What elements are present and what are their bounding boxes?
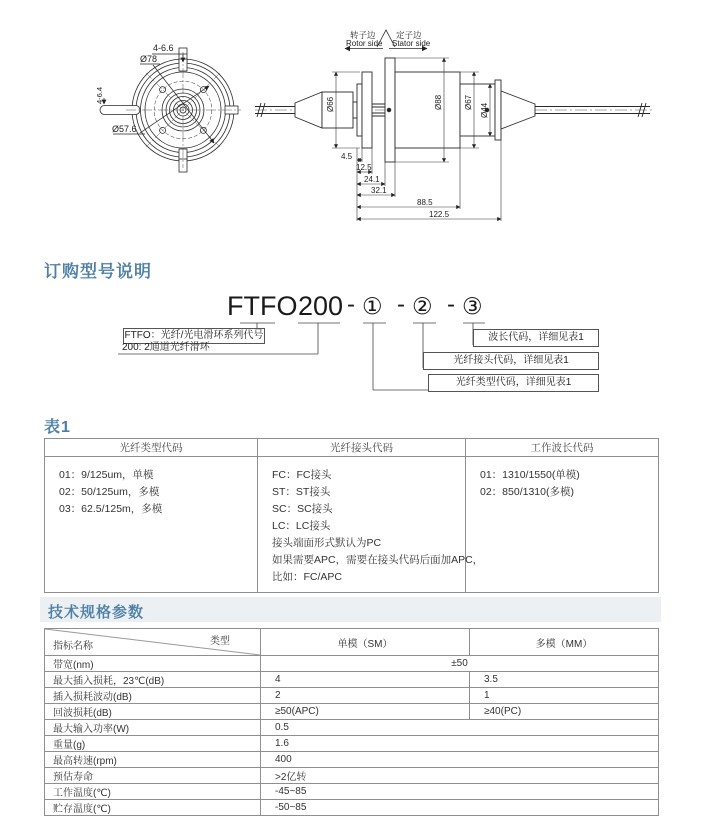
spec-row-label: 最高转速(rpm) (45, 752, 261, 768)
specs-table (44, 628, 659, 816)
spec-row-label: 插入损耗波动(dB) (45, 688, 261, 704)
fiber-type-item: 01：9/125um，单模 (59, 469, 154, 481)
callout-fiber-type-code (428, 374, 599, 392)
specs-header-sm: 单模（SM） (261, 629, 470, 656)
table1 (44, 438, 659, 593)
wavelength-item: 02：850/1310(多模) (480, 486, 574, 498)
dim-12-5: 12.5 (356, 163, 372, 172)
spec-row-sm-value: ≥50(APC) (261, 704, 470, 720)
spec-row-label: 贮存温度(℃) (45, 800, 261, 816)
dim-122-5: 122.5 (429, 210, 450, 219)
fiber-type-item: 02：50/125um，多模 (59, 486, 160, 498)
stator-side-label-cn: 定子边 (396, 30, 422, 40)
spec-row-label: 回波损耗(dB) (45, 704, 261, 720)
spec-row-value: -50~85 (261, 800, 659, 816)
spec-row-label: 工作温度(℃) (45, 784, 261, 800)
spec-row-mm-value: ≥40(PC) (470, 704, 659, 720)
table1-connector-cell (258, 457, 484, 593)
spec-row-value: 0.5 (261, 720, 659, 736)
specs-header-mm: 多模（MM） (470, 629, 659, 656)
table1-header-fiber-type: 光纤类型代码 (45, 439, 258, 457)
table1-title: 表1 (44, 419, 71, 436)
rotor-side-label-en: Rotor side (346, 39, 383, 48)
callout-connector-code (423, 352, 599, 370)
side-view-drawing (250, 28, 658, 228)
specs-section-title: 技术规格参数 (48, 604, 145, 621)
dim-32-1: 32.1 (371, 186, 387, 195)
front-view-drawing (90, 30, 262, 192)
front-dim-holes: 4-6.6 (153, 43, 174, 53)
table1-header-wavelength: 工作波长代码 (466, 439, 659, 457)
front-dim-key: 4-6.4 (95, 86, 104, 104)
connector-item: 接头端面形式默认为PC (272, 537, 382, 549)
dim-4-5: 4.5 (341, 152, 353, 161)
table1-fiber-type-cell (45, 457, 258, 593)
spec-row-label: 最大输入功率(W) (45, 720, 261, 736)
callout-connector-code-text: 光纤接头代码，详细见表1 (453, 355, 569, 366)
model-code-3: ③ (462, 293, 483, 319)
stator-side-label-en: Stator side (392, 39, 431, 48)
callout-channel-code: 200: 2通道光纤滑环 (122, 342, 210, 353)
spec-row-mm-value: 1 (470, 688, 659, 704)
model-sep-3: - (447, 291, 455, 318)
callout-wavelength-code (473, 329, 599, 347)
spec-row-value: -45~85 (261, 784, 659, 800)
rotor-side-label-cn: 转子边 (350, 30, 376, 40)
front-dia-outer: Ø78 (140, 54, 158, 64)
model-code-2: ② (412, 293, 433, 319)
spec-row-sm-value: 2 (261, 688, 470, 704)
callout-fiber-type-code-text: 光纤类型代码，详细见表1 (455, 377, 572, 388)
dim-88-5: 88.5 (417, 198, 433, 207)
model-code-1: ① (362, 293, 383, 319)
spec-row-mm-value: 3.5 (470, 672, 659, 688)
table1-wavelength-cell (466, 457, 659, 593)
ordering-section-title: 订购型号说明 (44, 262, 152, 281)
table1-header-connector: 光纤接头代码 (258, 439, 466, 457)
specs-corner-name: 指标名称 (53, 641, 93, 652)
model-sep-1: - (347, 291, 355, 318)
model-channels: 200 (298, 291, 344, 321)
model-series: FTFO (227, 291, 298, 321)
dim-24-1: 24.1 (364, 175, 380, 184)
spec-row-value: 1.6 (261, 736, 659, 752)
spec-row-sm-value: 4 (261, 672, 470, 688)
model-sep-2: - (397, 291, 405, 318)
dia-44: Ø44 (480, 102, 489, 118)
connector-item: SC：SC接头 (272, 503, 333, 515)
specs-corner-type: 类型 (210, 636, 230, 647)
front-dia-bolt-circle: Ø57.6 (112, 124, 137, 134)
wavelength-item: 01：1310/1550(单模) (480, 469, 580, 481)
dia-66: Ø66 (326, 96, 335, 112)
dia-88: Ø88 (434, 94, 443, 110)
spec-row-value: 400 (261, 752, 659, 768)
spec-row-value: ±50 (261, 656, 659, 672)
fiber-type-item: 03：62.5/125m，多模 (59, 503, 163, 515)
spec-row-value: >2亿转 (261, 768, 659, 784)
connector-item: 如果需要APC，需要在接头代码后面加APC， (272, 554, 484, 566)
dia-67: Ø67 (464, 94, 473, 110)
callout-series-code-text: FTFO：光纤/光电滑环系列代号 (124, 330, 264, 341)
callout-wavelength-code-text: 波长代码，详细见表1 (488, 332, 584, 343)
spec-row-label: 最大插入损耗，23℃(dB) (45, 672, 261, 688)
spec-row-label: 带宽(nm) (45, 656, 261, 672)
connector-item: ST：ST接头 (272, 486, 331, 498)
spec-row-label: 预估寿命 (45, 768, 261, 784)
spec-row-label: 重量(g) (45, 736, 261, 752)
connector-item: 比如：FC/APC (272, 571, 343, 583)
connector-item: LC：LC接头 (272, 520, 331, 532)
specs-corner-cell (45, 629, 261, 656)
connector-item: FC：FC接头 (272, 469, 332, 481)
